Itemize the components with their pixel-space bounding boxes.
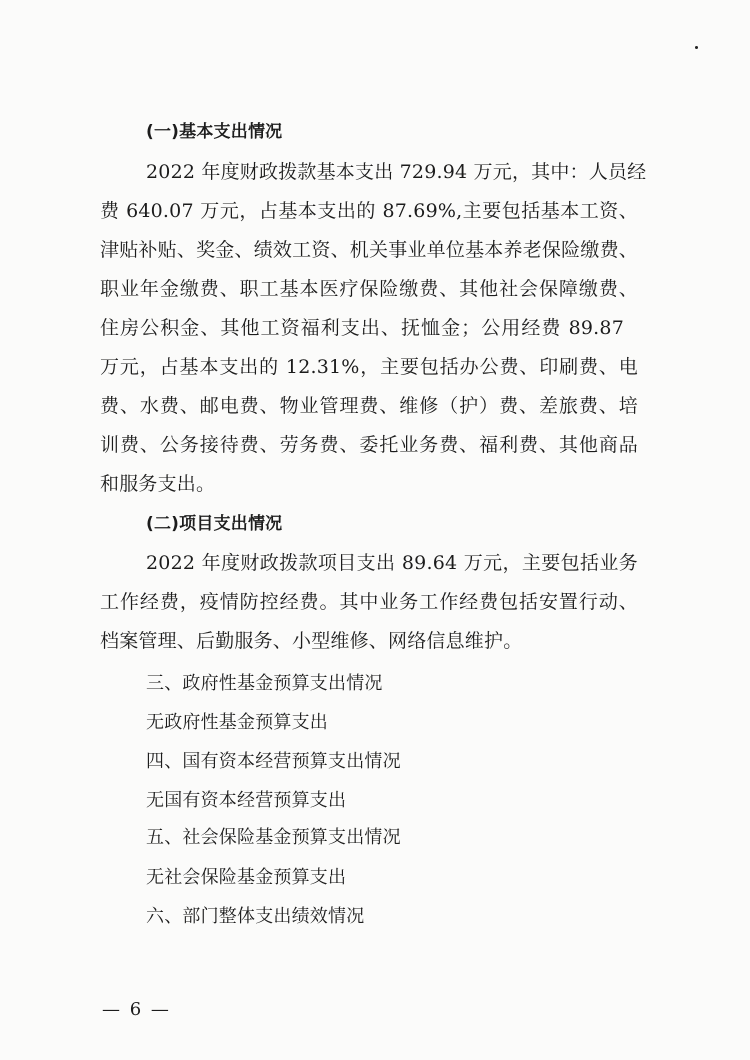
- paragraph-line: 2022 年度财政拨款基本支出 729.94 万元，其中：人员经: [146, 161, 647, 183]
- paragraph-line: 和服务支出。: [100, 473, 216, 495]
- paragraph-line: 训费、公务接待费、劳务费、委托业务费、福利费、其他商品: [100, 434, 638, 456]
- paragraph-line: 职业年金缴费、职工基本医疗保险缴费、其他社会保障缴费、: [100, 278, 638, 300]
- section-6-heading: 六、部门整体支出绩效情况: [146, 906, 365, 927]
- paragraph-line: 万元，占基本支出的 12.31%，主要包括办公费、印刷费、电: [100, 356, 638, 378]
- paragraph-line: 津贴补贴、奖金、绩效工资、机关事业单位基本养老保险缴费、: [100, 239, 638, 261]
- page-number: — 6 —: [102, 999, 171, 1020]
- section-4-text: 无国有资本经营预算支出: [146, 790, 347, 811]
- section-3-text: 无政府性基金预算支出: [146, 712, 328, 733]
- paragraph-line: 工作经费，疫情防控经费。其中业务工作经费包括安置行动、: [100, 591, 638, 613]
- scan-speck: [695, 46, 698, 49]
- section-5-text: 无社会保险基金预算支出: [146, 867, 347, 888]
- paragraph-line: 档案管理、后勤服务、小型维修、网络信息维护。: [100, 630, 523, 652]
- project-expenditure-heading: (二)项目支出情况: [146, 514, 283, 534]
- paragraph-line: 费 640.07 万元，占基本支出的 87.69%,主要包括基本工资、: [100, 200, 638, 222]
- section-4-heading: 四、国有资本经营预算支出情况: [146, 751, 401, 772]
- paragraph-line: 费、水费、邮电费、物业管理费、维修（护）费、差旅费、培: [100, 395, 638, 417]
- section-5-heading: 五、社会保险基金预算支出情况: [146, 827, 401, 848]
- paragraph-line: 2022 年度财政拨款项目支出 89.64 万元，主要包括业务: [146, 552, 638, 574]
- section-3-heading: 三、政府性基金预算支出情况: [146, 673, 383, 694]
- basic-expenditure-heading: (一)基本支出情况: [146, 122, 283, 142]
- paragraph-line: 住房公积金、其他工资福利支出、抚恤金；公用经费 89.87: [100, 317, 624, 339]
